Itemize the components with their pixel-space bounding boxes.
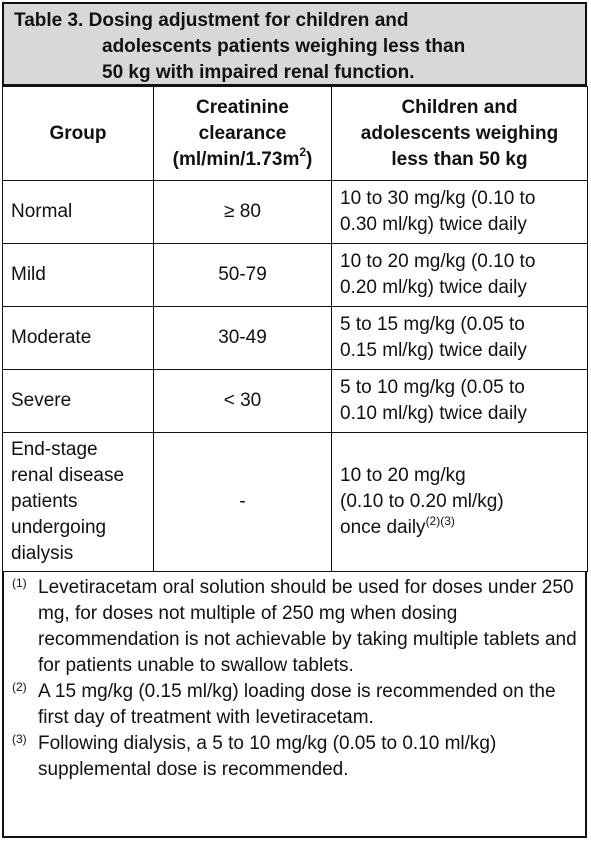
table-row xyxy=(3,181,588,244)
footnote-mark: (1) xyxy=(12,576,27,590)
footnote-text: Levetiracetam oral solution should be used for doses under 250 mg, for doses not multiple of 250 mg when dosing recommendation is not achievable by taking multiple tablets and for patients unable to swallow tablets. xyxy=(38,577,577,676)
footnote xyxy=(12,731,579,783)
footnotes xyxy=(2,571,587,838)
cell-dose: 10 to 20 mg/kg (0.10 to 0.20 ml/kg) once daily$^{(2)(3)}$ xyxy=(332,433,588,572)
cell-group: Normal xyxy=(3,181,154,244)
table-row xyxy=(3,244,588,307)
cell-clearance: 30-49 xyxy=(154,307,332,370)
cell-clearance: < 30 xyxy=(154,370,332,433)
cell-dose: 5 to 10 mg/kg (0.05 to 0.10 ml/kg) twice daily xyxy=(332,370,588,433)
table-row xyxy=(3,433,588,572)
cell-dose: 5 to 15 mg/kg (0.05 to 0.15 ml/kg) twice daily xyxy=(332,307,588,370)
footnote-mark: (3) xyxy=(12,732,27,746)
title-line-2: adolescents patients weighing less than xyxy=(102,36,466,57)
cell-group: Moderate xyxy=(3,307,154,370)
footnote-text: A 15 mg/kg (0.15 ml/kg) loading dose is recommended on the first day of treatment with levetiracetam. xyxy=(38,681,556,728)
cell-group: Severe xyxy=(3,370,154,433)
table-row xyxy=(3,307,588,370)
cell-group: Mild xyxy=(3,244,154,307)
cell-dose: 10 to 20 mg/kg (0.10 to 0.20 ml/kg) twice daily xyxy=(332,244,588,307)
cell-group: End-stage renal disease patients undergoing dialysis xyxy=(3,433,154,572)
footnote xyxy=(12,679,579,731)
header-group: Group xyxy=(3,87,154,181)
cell-clearance: 50-79 xyxy=(154,244,332,307)
footnote xyxy=(12,575,579,679)
table-row xyxy=(3,370,588,433)
cell-dose: 10 to 30 mg/kg (0.10 to 0.30 ml/kg) twice daily xyxy=(332,181,588,244)
cell-clearance: - xyxy=(154,433,332,572)
footnote-mark: (2) xyxy=(12,680,27,694)
table-title xyxy=(2,2,587,86)
header-clearance: Creatinine clearance $(ml/\min/1.73m^2)$ xyxy=(154,87,332,181)
title-line-3: 50 kg with impaired renal function. xyxy=(102,62,415,83)
dosing-table xyxy=(2,86,588,572)
title-line-1: Table 3. Dosing adjustment for children and xyxy=(14,10,409,31)
footnote-text: Following dialysis, a 5 to 10 mg/kg (0.05 to 0.10 ml/kg) supplemental dose is recommended. xyxy=(38,733,497,780)
header-children: Children and adolescents weighing less than 50 kg xyxy=(332,87,588,181)
header-row xyxy=(3,87,588,181)
cell-clearance: ≥ 80 xyxy=(154,181,332,244)
